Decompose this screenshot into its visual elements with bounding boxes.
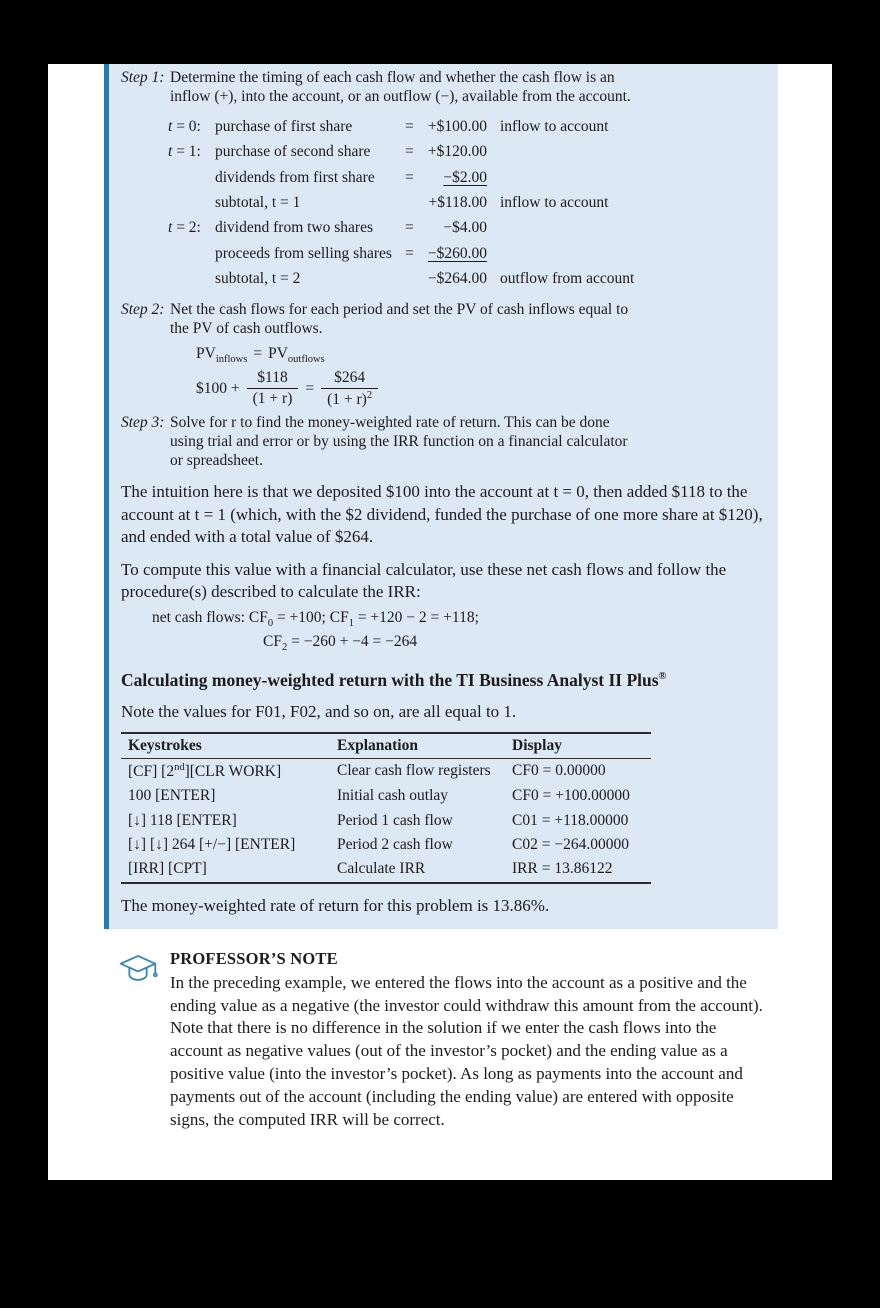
- equals-sign: =: [405, 244, 414, 262]
- table-row: [121, 758, 651, 784]
- cashflow-time: [168, 190, 215, 215]
- net-cf-text: net cash flows: CF: [152, 608, 268, 626]
- cashflow-note: [487, 215, 766, 240]
- equals-sign: =: [405, 168, 414, 186]
- fraction-denominator: [321, 388, 378, 409]
- cashflow-time: t = 0:: [168, 117, 201, 135]
- pv-lhs: PV: [196, 345, 216, 363]
- fraction-2: [321, 369, 378, 409]
- step-label: Step 1:: [121, 69, 165, 86]
- equals-sign: =: [405, 117, 414, 135]
- column-header-explanation: Explanation: [330, 733, 505, 759]
- step-label: Step 2:: [121, 300, 165, 318]
- explanation-cell: Initial cash outlay: [337, 787, 449, 805]
- denominator-base: (1 + r): [327, 390, 367, 408]
- keystrokes-cell: 100 [ENTER]: [128, 787, 216, 805]
- example-step-3: [121, 414, 766, 471]
- equals-sign: =: [305, 379, 315, 397]
- fraction-numerator: $264: [334, 368, 366, 386]
- cashflow-amount: −$4.00: [443, 219, 487, 237]
- cashflow-row: [168, 215, 766, 240]
- pv-lhs-sub: inflows: [215, 354, 248, 366]
- keystroke-superscript: nd: [174, 761, 185, 773]
- calculator-intro-paragraph: To compute this value with a financial calculator, use these net cash flows and follow the procedure(s) described to calculate the IRR:: [121, 559, 727, 601]
- table-row: [121, 808, 651, 832]
- pv-rhs: PV: [268, 345, 288, 363]
- keystrokes-cell: [↓] [↓] 264 [+/−] [ENTER]: [128, 836, 296, 853]
- net-cf-text: CF: [263, 633, 282, 651]
- heading-text: Calculating money-weighted return with the TI Business Analyst II Plus: [121, 669, 659, 690]
- cashflow-note: inflow to account: [500, 194, 609, 212]
- step-text: Net the cash flows for each period and set the PV of cash inflows equal to the PV of cash outflows.: [170, 300, 629, 337]
- fraction-1: [247, 369, 299, 408]
- professors-note-heading: PROFESSOR’S NOTE: [170, 948, 338, 968]
- example-content: [109, 64, 778, 929]
- fraction-numerator: $118: [257, 369, 288, 387]
- net-cf-text: = +100; CF: [273, 608, 349, 626]
- display-cell: C02 = −264.00000: [512, 836, 629, 853]
- cashflow-time: t = 1:: [168, 143, 201, 161]
- display-cell: CF0 = 0.00000: [512, 761, 606, 779]
- intuition-paragraph: The intuition here is that we deposited $100 into the account at t = 0, then added $118 to the account at t = 1 (which, with the $2 dividend, funded the purchase of one more share at $120), and ended with a total value of $264.: [121, 482, 763, 546]
- keystroke-text: ][CLR WORK]: [184, 762, 282, 780]
- cashflow-note: [487, 165, 766, 190]
- table-row: [121, 833, 651, 857]
- cashflow-amount: −$2.00: [443, 168, 487, 186]
- cashflow-note: [487, 241, 766, 266]
- explanation-cell: Period 1 cash flow: [337, 811, 453, 829]
- cashflow-time: [168, 241, 215, 266]
- column-header-keystrokes: Keystrokes: [121, 733, 330, 759]
- net-cf-text: = −260 + −4 = −264: [287, 633, 418, 651]
- professors-note-body: In the preceding example, we entered the flows into the account as a positive and the ending value as a negative (the investor could withdraw this amount from the account). Note that there is no difference in the solution if we enter the cash flows into the account as negative values (out of the investor’s pocket) and the ending value as a positive value (into the investor’s pocket). As long as payments into the account and payments out of the account (including the ending value) are entered with opposite signs, the computed IRR will be correct.: [170, 972, 763, 1130]
- cashflow-list: [168, 114, 766, 292]
- cashflow-note: outflow from account: [500, 270, 635, 288]
- cashflow-row: [168, 114, 766, 139]
- cashflow-row: [168, 165, 766, 190]
- cashflow-desc: purchase of second share: [215, 143, 371, 161]
- cashflow-amount: −$260.00: [427, 244, 487, 262]
- example-step-2: [121, 301, 766, 339]
- net-cashflows-line-1: [152, 607, 766, 631]
- cashflow-note: inflow to account: [500, 117, 609, 135]
- explanation-cell: Calculate IRR: [337, 860, 426, 878]
- cashflow-note: [487, 139, 766, 164]
- fraction-denominator: (1 + r): [247, 388, 299, 408]
- cashflow-amount: +$120.00: [427, 143, 487, 161]
- table-row: [121, 784, 651, 808]
- cf-subscript: 2: [281, 642, 288, 654]
- document-page: [48, 64, 832, 1180]
- mwr-equation: [196, 369, 766, 409]
- denominator-exponent: 2: [366, 389, 373, 401]
- cashflow-desc: purchase of first share: [215, 117, 353, 135]
- table-row: [121, 857, 651, 882]
- f-values-note: Note the values for F01, F02, and so on, are all equal to 1.: [121, 701, 517, 721]
- cashflow-row: [168, 241, 766, 266]
- conclusion-paragraph: The money-weighted rate of return for this problem is 13.86%.: [121, 895, 550, 915]
- professors-note-text: [170, 949, 772, 1133]
- pv-rhs-sub: outflows: [287, 354, 325, 366]
- step-label: Step 3:: [121, 413, 165, 431]
- explanation-cell: Period 2 cash flow: [337, 836, 453, 853]
- example-step-1: [121, 69, 766, 107]
- cashflow-time: [168, 165, 215, 190]
- equals-sign: [405, 266, 423, 291]
- cf-subscript: 1: [348, 618, 354, 629]
- cashflow-amount: −$264.00: [427, 270, 487, 288]
- equals-sign: =: [405, 219, 414, 237]
- net-cf-text: = +120 − 2 = +118;: [353, 608, 479, 626]
- cf-subscript: 0: [267, 618, 274, 629]
- cashflow-desc: dividend from two shares: [215, 219, 373, 237]
- keystrokes-cell: [IRR] [CPT]: [128, 860, 207, 878]
- cashflow-desc: proceeds from selling shares: [215, 244, 392, 262]
- display-cell: CF0 = +100.00000: [512, 787, 630, 805]
- calculator-section-heading: [121, 670, 766, 691]
- graduation-cap-icon: [118, 949, 161, 1133]
- equals-sign: [405, 190, 423, 215]
- cashflow-desc: dividends from first share: [215, 168, 375, 186]
- column-header-display: Display: [505, 733, 651, 759]
- cashflow-desc: subtotal, t = 2: [215, 270, 301, 288]
- cashflow-time: [168, 266, 215, 291]
- cashflow-row: [168, 139, 766, 164]
- pv-identity: [196, 345, 766, 365]
- keystrokes-cell: [121, 758, 330, 784]
- keystrokes-cell: [↓] 118 [ENTER]: [128, 811, 237, 829]
- equals-sign: =: [253, 345, 263, 363]
- cashflow-desc: subtotal, t = 1: [215, 194, 301, 212]
- step-text: Solve for r to find the money-weighted rate of return. This can be done using trial and error or by using the IRR function on a financial calculator or spreadsheet.: [170, 413, 628, 469]
- cashflow-row: [168, 266, 766, 291]
- explanation-cell: Clear cash flow registers: [337, 761, 491, 779]
- cashflow-time: t = 2:: [168, 219, 201, 237]
- irr-keystrokes-table: [121, 732, 651, 884]
- display-cell: IRR = 13.86122: [512, 860, 613, 878]
- equation-lead: $100 +: [196, 379, 240, 397]
- cashflow-amount: +$118.00: [428, 194, 487, 212]
- cashflow-amount: +$100.00: [427, 117, 487, 135]
- step-text: Determine the timing of each cash flow and whether the cash flow is an inflow (+), into the account, or an outflow (−), available from the account.: [170, 69, 631, 105]
- cashflow-row: [168, 190, 766, 215]
- professors-note: [118, 949, 772, 1133]
- net-cashflows: [152, 607, 766, 656]
- keystroke-text: [CF] [2: [128, 762, 175, 780]
- display-cell: C01 = +118.00000: [512, 811, 629, 829]
- table-header-row: [121, 733, 651, 759]
- example-box: [104, 64, 778, 929]
- registered-mark: ®: [658, 670, 667, 682]
- net-cashflows-line-2: [263, 631, 766, 655]
- equals-sign: =: [405, 143, 414, 161]
